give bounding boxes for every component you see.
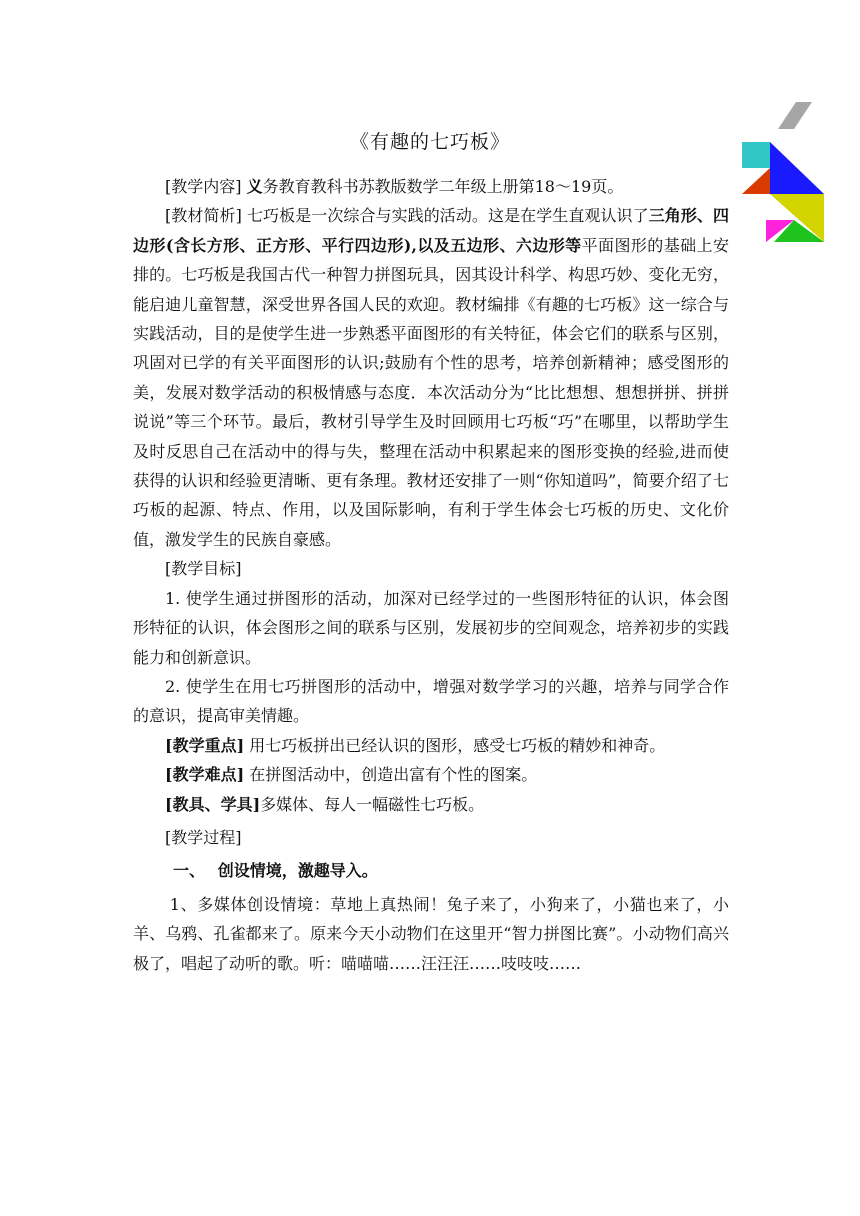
teaching-key-label: [教学重点] [165, 735, 245, 755]
teaching-content-text: 务教育教科书苏教版数学二年级上册第18～19页。 [262, 177, 624, 196]
section-heading [133, 856, 729, 885]
document-body [133, 172, 729, 978]
material-analysis-label: [教材简析] [165, 206, 242, 226]
tangram-blue-triangle [770, 142, 824, 194]
tangram-grey-parallelogram [778, 102, 812, 129]
document-title: 《有趣的七巧板》 [349, 131, 510, 153]
teaching-tools-text: 多媒体、每人一幅磁性七巧板。 [260, 794, 485, 814]
tangram-cyan-square [742, 142, 770, 168]
teaching-key-point [133, 731, 729, 760]
material-analysis-bold: 三角形、四边形(含长方形、正方形、平行四边形),以及五边形、六边形等 [133, 206, 729, 255]
teaching-content [133, 172, 729, 201]
material-analysis [133, 201, 729, 554]
teaching-content-label: [教学内容] [165, 177, 242, 196]
teaching-content-lead: 义 [246, 177, 263, 196]
teaching-goals-label: [教学目标] [165, 559, 242, 579]
teaching-difficulty-text: 在拼图活动中，创造出富有个性的图案。 [249, 765, 538, 785]
teaching-difficulty-label: [教学难点] [165, 765, 245, 785]
process-paragraph-1: 1、多媒体创设情境：草地上真热闹！兔子来了，小狗来了，小猫也来了，小羊、乌鸦、孔雀都来了。原来今天小动物们在这里开“智力拼图比赛”。小动物们高兴极了，唱起了动听的歌。听：喵喵喵……汪汪汪……吱吱吱…… [133, 894, 729, 973]
tangram-orange-triangle [742, 168, 770, 194]
section-title: 创设情境，激趣导入。 [217, 861, 378, 881]
teaching-process-label: [教学过程] [165, 827, 242, 847]
material-analysis-text-1: 七巧板是一次综合与实践的活动。这是在学生直观认识了 [246, 206, 649, 226]
teaching-goal-1: 1. 使学生通过拼图形的活动，加深对已经学过的一些图形特征的认识，体会图形特征的认识，体会图形之间的联系与区别，发展初步的空间观念，培养初步的实践能力和创新意识。 [133, 588, 729, 667]
teaching-tools-label: [教具、学具] [165, 794, 261, 814]
section-number: 一、 [173, 861, 206, 881]
tangram-rabbit-illustration [740, 102, 826, 248]
teaching-key-text: 用七巧板拼出已经认识的图形，感受七巧板的精妙和神奇。 [249, 735, 666, 755]
material-analysis-text-2: 平面图形的基础上安排的。七巧板是我国古代一种智力拼图玩具，因其设计科学、构思巧妙、变化无穷，能启迪儿童智慧，深受世界各国人民的欢迎。教材编排《有趣的七巧板》这一综合与实践活动，目的是使学生进一步熟悉平面图形的有关特征，体会它们的联系与区别，巩固对已学的有关平面图形的认识;鼓励有个性的思考，培养创新精神；感受图形的美，发展对数学活动的积极情感与态度．本次活动分为“比比想想、想想拼拼、拼拼说说”等三个环节。最后，教材引导学生及时回顾用七巧板“巧”在哪里，以帮助学生及时反思自己在活动中的得与失，整理在活动中积累起来的图形变换的经验,进而使获得的认识和经验更清晰、更有条理。教材还安排了一则“你知道吗”，简要介绍了七巧板的起源、特点、作用，以及国际影响，有利于学生体会七巧板的历史、文化价值，激发学生的民族自豪感。 [133, 235, 729, 549]
teaching-tools [133, 790, 729, 819]
teaching-difficulty [133, 760, 729, 789]
teaching-goal-2: 2. 使学生在用七巧拼图形的活动中，增强对数学学习的兴趣，培养与同学合作的意识，提高审美情趣。 [133, 676, 729, 726]
